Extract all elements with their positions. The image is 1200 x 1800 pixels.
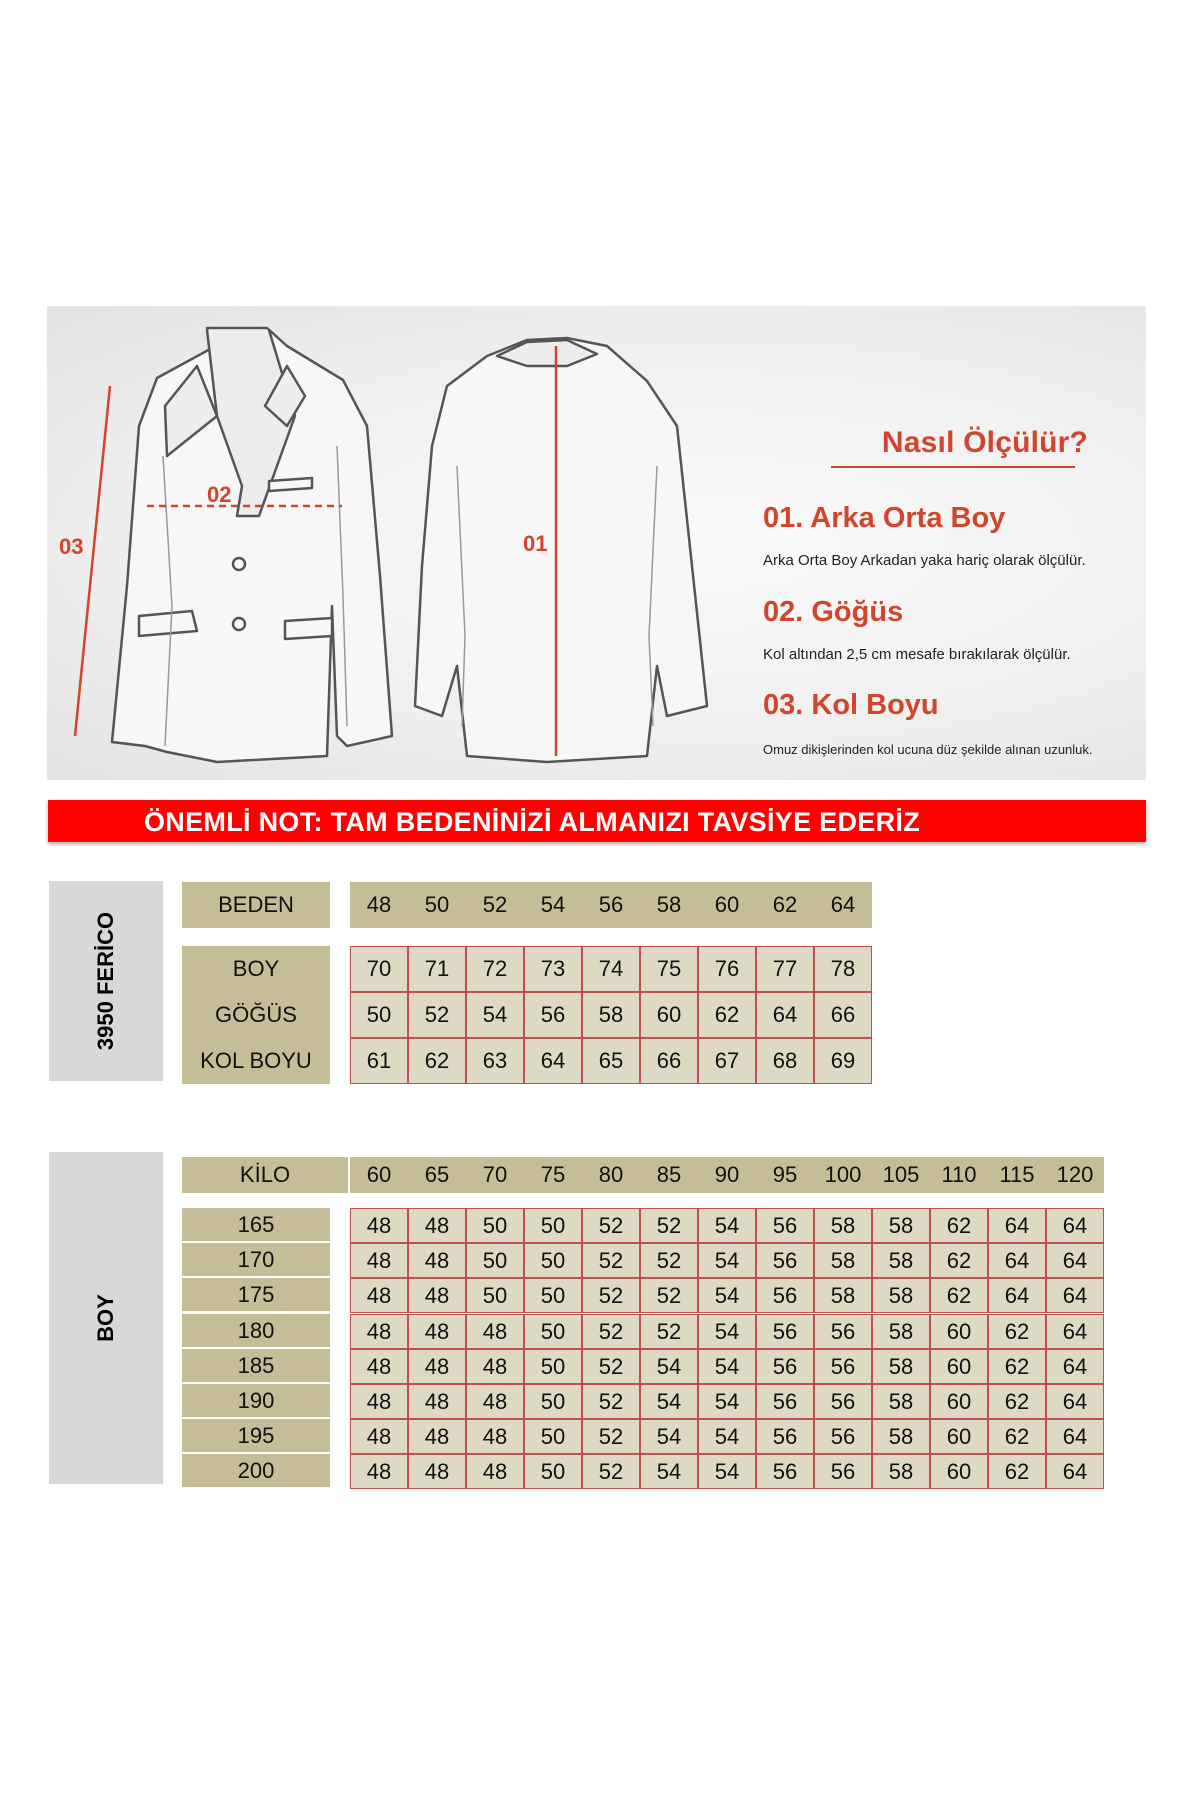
size-table-header-cell: 58: [640, 882, 698, 928]
weight-table-cell: 60: [930, 1419, 988, 1454]
weight-table-cell: 50: [466, 1278, 524, 1313]
weight-table-cell: 50: [524, 1384, 582, 1419]
weight-table-cell: 48: [350, 1208, 408, 1243]
weight-table-cell: 58: [872, 1419, 930, 1454]
weight-table-cell: 48: [408, 1454, 466, 1489]
weight-table-cell: 50: [524, 1314, 582, 1349]
weight-table-cell: 56: [756, 1454, 814, 1489]
weight-table-row-label: 195: [182, 1419, 330, 1452]
weight-table-cell: 64: [988, 1243, 1046, 1278]
weight-table-cell: 60: [930, 1314, 988, 1349]
weight-table-cell: 62: [988, 1454, 1046, 1489]
weight-table-cell: 50: [524, 1349, 582, 1384]
marker-chest: 02: [207, 482, 232, 507]
weight-table-header-cell: 80: [582, 1157, 640, 1193]
weight-table-cell: 52: [640, 1243, 698, 1278]
weight-table-cell: 48: [408, 1243, 466, 1278]
size-table-header-cell: 50: [408, 882, 466, 928]
weight-table-cell: 50: [524, 1208, 582, 1243]
weight-table-cell: 54: [698, 1384, 756, 1419]
size-table-cell: 58: [582, 992, 640, 1038]
size-table-cell: 73: [524, 946, 582, 992]
weight-table-cell: 48: [466, 1384, 524, 1419]
size-table-cell: 66: [814, 992, 872, 1038]
size-table-cell: 61: [350, 1038, 408, 1084]
weight-table-cell: 64: [1046, 1419, 1104, 1454]
weight-table-cell: 48: [350, 1454, 408, 1489]
size-table-cell: 69: [814, 1038, 872, 1084]
weight-table-row-label: 200: [182, 1454, 330, 1487]
size-table-cell: 64: [756, 992, 814, 1038]
weight-table-header-cell: 95: [756, 1157, 814, 1193]
weight-table-cell: 56: [756, 1243, 814, 1278]
weight-table-header-cell: 110: [930, 1157, 988, 1193]
weight-table-row-label: 170: [182, 1243, 330, 1276]
size-table-cell: 75: [640, 946, 698, 992]
weight-table-cell: 50: [466, 1243, 524, 1278]
weight-table-cell: 52: [582, 1208, 640, 1243]
size-table-cell: 71: [408, 946, 466, 992]
weight-table-cell: 64: [988, 1208, 1046, 1243]
weight-table-side-label: BOY: [93, 1294, 118, 1342]
weight-table-cell: 54: [640, 1419, 698, 1454]
measurement-1-description: Arka Orta Boy Arkadan yaka hariç olarak ölçülür.: [763, 552, 1086, 569]
measurement-2-heading: 02. Göğüs: [763, 596, 904, 628]
important-note-banner: [48, 800, 1146, 842]
weight-table-cell: 58: [872, 1314, 930, 1349]
weight-table-header-cell: 90: [698, 1157, 756, 1193]
back-jacket-shape: [415, 338, 707, 762]
weight-table-cell: 60: [930, 1349, 988, 1384]
weight-table-cell: 58: [814, 1243, 872, 1278]
weight-table-cell: 52: [582, 1243, 640, 1278]
weight-table-cell: 58: [872, 1349, 930, 1384]
size-table-cell: 52: [408, 992, 466, 1038]
size-table-cell: 50: [350, 992, 408, 1038]
size-table-cell: 64: [524, 1038, 582, 1084]
weight-table-cell: 48: [408, 1278, 466, 1313]
weight-table-cell: 48: [350, 1419, 408, 1454]
size-table-header-cell: 54: [524, 882, 582, 928]
measurement-1-heading: 01. Arka Orta Boy: [763, 502, 1006, 534]
weight-table-cell: 56: [756, 1314, 814, 1349]
weight-table-cell: 52: [582, 1384, 640, 1419]
weight-table-cell: 64: [1046, 1278, 1104, 1313]
weight-table-row-label: 190: [182, 1384, 330, 1417]
weight-table-cell: 54: [698, 1419, 756, 1454]
size-table-cell: 63: [466, 1038, 524, 1084]
weight-table-cell: 54: [698, 1208, 756, 1243]
size-table-cell: 68: [756, 1038, 814, 1084]
weight-table-cell: 48: [350, 1314, 408, 1349]
weight-table-cell: 48: [408, 1208, 466, 1243]
weight-table-header-label: KİLO: [182, 1157, 348, 1193]
weight-table-cell: 48: [350, 1349, 408, 1384]
weight-table-cell: 62: [930, 1208, 988, 1243]
weight-table-cell: 52: [582, 1419, 640, 1454]
weight-table-cell: 58: [814, 1208, 872, 1243]
weight-table-header-cell: 85: [640, 1157, 698, 1193]
weight-table-cell: 58: [872, 1278, 930, 1313]
size-table-cell: 77: [756, 946, 814, 992]
weight-table-cell: 60: [930, 1454, 988, 1489]
weight-table-row-label: 185: [182, 1349, 330, 1382]
weight-table-cell: 56: [814, 1349, 872, 1384]
weight-table-cell: 48: [350, 1384, 408, 1419]
weight-table-cell: 56: [756, 1384, 814, 1419]
weight-table-cell: 64: [1046, 1454, 1104, 1489]
weight-table-cell: 64: [1046, 1314, 1104, 1349]
weight-table-cell: 56: [814, 1384, 872, 1419]
size-table-header-cell: 48: [350, 882, 408, 928]
weight-table-cell: 50: [524, 1419, 582, 1454]
weight-table-cell: 52: [640, 1314, 698, 1349]
weight-table-cell: 54: [698, 1314, 756, 1349]
size-table-row-label: BOY: [182, 946, 330, 992]
weight-table-cell: 64: [1046, 1208, 1104, 1243]
size-table-cell: 54: [466, 992, 524, 1038]
weight-table-cell: 52: [582, 1454, 640, 1489]
weight-table-cell: 48: [408, 1314, 466, 1349]
weight-table-header-cell: 115: [988, 1157, 1046, 1193]
size-table-cell: 60: [640, 992, 698, 1038]
weight-table-cell: 56: [756, 1208, 814, 1243]
weight-table-cell: 56: [756, 1349, 814, 1384]
weight-table-cell: 56: [756, 1419, 814, 1454]
size-table-cell: 78: [814, 946, 872, 992]
size-table-cell: 72: [466, 946, 524, 992]
size-table-cell: 62: [408, 1038, 466, 1084]
size-table-cell: 65: [582, 1038, 640, 1084]
weight-table-header-cell: 60: [350, 1157, 408, 1193]
weight-table-cell: 58: [872, 1384, 930, 1419]
weight-table-cell: 64: [1046, 1243, 1104, 1278]
jacket-illustration: [47, 306, 1146, 780]
weight-table-cell: 54: [698, 1349, 756, 1384]
weight-table-cell: 50: [524, 1278, 582, 1313]
size-table-cell: 76: [698, 946, 756, 992]
weight-table-header-cell: 120: [1046, 1157, 1104, 1193]
weight-table-header-cell: 70: [466, 1157, 524, 1193]
size-table-header-cell: 62: [756, 882, 814, 928]
weight-table-cell: 58: [872, 1243, 930, 1278]
weight-table-cell: 48: [466, 1454, 524, 1489]
weight-table-row-label: 180: [182, 1314, 330, 1347]
marker-sleeve: 03: [59, 534, 84, 559]
size-table-cell: 74: [582, 946, 640, 992]
size-table-header-cell: 56: [582, 882, 640, 928]
howto-title: Nasıl Ölçülür?: [881, 426, 1089, 459]
size-table-cell: 67: [698, 1038, 756, 1084]
weight-table-cell: 56: [814, 1454, 872, 1489]
size-table-side-label: 3950 FERİCO: [93, 911, 118, 1051]
measurement-2-description: Kol altından 2,5 cm mesafe bırakılarak ölçülür.: [763, 646, 1071, 663]
weight-table-cell: 50: [524, 1454, 582, 1489]
weight-table-cell: 52: [582, 1278, 640, 1313]
weight-table-cell: 54: [640, 1384, 698, 1419]
size-table-row-label: GÖĞÜS: [182, 992, 330, 1038]
size-table-header-cell: 64: [814, 882, 872, 928]
size-table-cell: 56: [524, 992, 582, 1038]
weight-table-cell: 54: [640, 1349, 698, 1384]
weight-table-cell: 62: [988, 1314, 1046, 1349]
weight-table-cell: 48: [408, 1349, 466, 1384]
size-table-header-label: BEDEN: [182, 882, 330, 928]
weight-table-cell: 62: [988, 1384, 1046, 1419]
weight-table-cell: 64: [1046, 1384, 1104, 1419]
weight-table-cell: 64: [988, 1278, 1046, 1313]
size-table-side-panel: [49, 881, 163, 1081]
weight-table-cell: 60: [930, 1384, 988, 1419]
weight-table-row-label: 175: [182, 1278, 330, 1311]
size-table-header-cell: 52: [466, 882, 524, 928]
weight-table-cell: 58: [814, 1278, 872, 1313]
weight-table-cell: 48: [466, 1349, 524, 1384]
weight-table-cell: 48: [350, 1243, 408, 1278]
weight-table-cell: 52: [582, 1349, 640, 1384]
weight-table-cell: 52: [640, 1278, 698, 1313]
size-table-cell: 70: [350, 946, 408, 992]
weight-table-cell: 54: [698, 1278, 756, 1313]
size-table-cell: 62: [698, 992, 756, 1038]
marker-back-length: 01: [523, 531, 548, 556]
weight-table-cell: 48: [350, 1278, 408, 1313]
weight-table-cell: 62: [930, 1278, 988, 1313]
weight-table-cell: 52: [640, 1208, 698, 1243]
weight-table-cell: 56: [814, 1419, 872, 1454]
weight-table-cell: 62: [988, 1349, 1046, 1384]
weight-table-header-cell: 100: [814, 1157, 872, 1193]
weight-table-cell: 50: [524, 1243, 582, 1278]
weight-table-cell: 56: [814, 1314, 872, 1349]
weight-table-cell: 48: [408, 1419, 466, 1454]
weight-table-cell: 48: [466, 1419, 524, 1454]
weight-table-side-panel: [49, 1152, 163, 1484]
weight-table-cell: 56: [756, 1278, 814, 1313]
weight-table-cell: 54: [640, 1454, 698, 1489]
important-note-text: ÖNEMLİ NOT: TAM BEDENİNİZİ ALMANIZI TAVSİYE EDERİZ: [144, 807, 920, 837]
weight-table-header-cell: 105: [872, 1157, 930, 1193]
weight-table-cell: 62: [930, 1243, 988, 1278]
weight-table-cell: 54: [698, 1243, 756, 1278]
weight-table-cell: 50: [466, 1208, 524, 1243]
weight-table-cell: 58: [872, 1208, 930, 1243]
weight-table-cell: 54: [698, 1454, 756, 1489]
size-table-cell: 66: [640, 1038, 698, 1084]
weight-table-cell: 52: [582, 1314, 640, 1349]
weight-table-header-cell: 75: [524, 1157, 582, 1193]
measurement-guide: [47, 306, 1146, 780]
weight-table-header-cell: 65: [408, 1157, 466, 1193]
weight-table-cell: 48: [466, 1314, 524, 1349]
weight-table-cell: 58: [872, 1454, 930, 1489]
weight-table-row-label: 165: [182, 1208, 330, 1241]
weight-table-cell: 48: [408, 1384, 466, 1419]
size-table-header-cell: 60: [698, 882, 756, 928]
measurement-3-description: Omuz dikişlerinden kol ucuna düz şekilde alınan uzunluk.: [763, 742, 1093, 757]
measurement-3-heading: 03. Kol Boyu: [763, 689, 939, 721]
howto-title-underline: [831, 466, 1075, 468]
size-table-row-label: KOL BOYU: [182, 1038, 330, 1084]
weight-table-cell: 64: [1046, 1349, 1104, 1384]
weight-table-cell: 62: [988, 1419, 1046, 1454]
